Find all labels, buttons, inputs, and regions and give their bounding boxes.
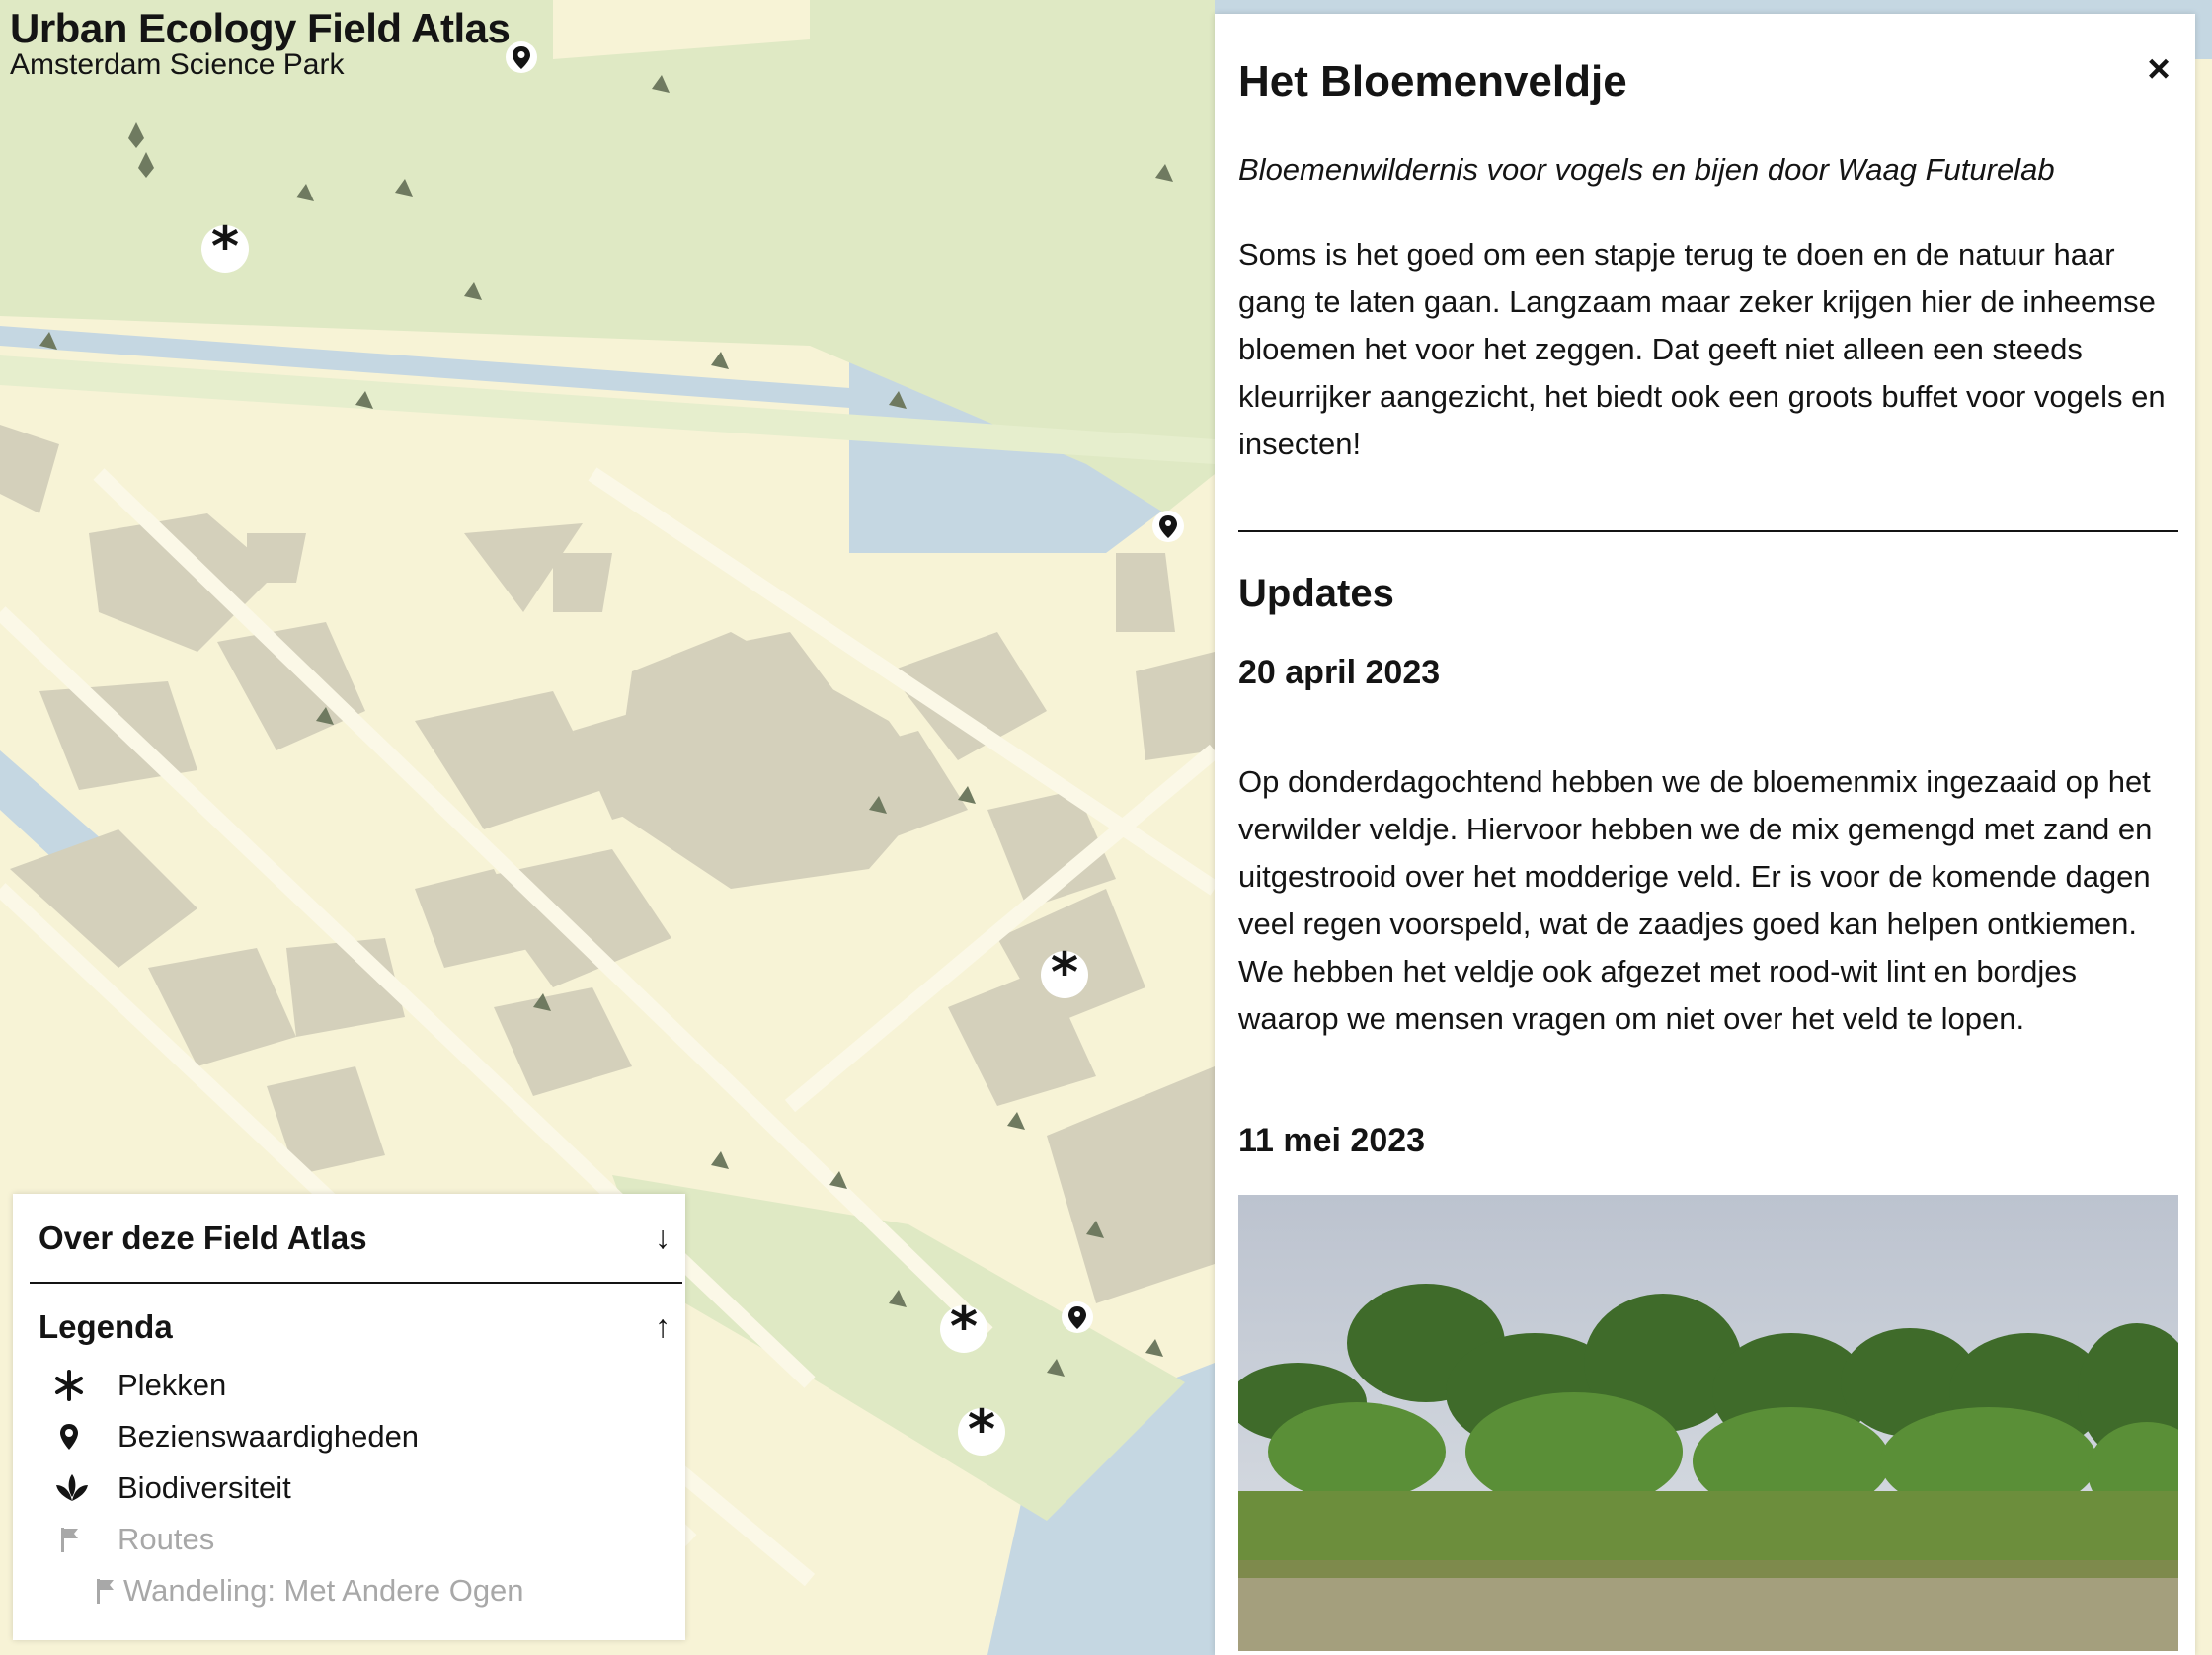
panel-tagline: Bloemenwildernis voor vogels en bijen door Waag Futurelab	[1238, 152, 2055, 187]
legend-item-plekken[interactable]	[52, 1360, 524, 1411]
info-panel	[1215, 14, 2195, 1655]
legend-item-routes[interactable]	[52, 1514, 524, 1565]
app-title: Urban Ecology Field Atlas	[10, 5, 511, 51]
legend-item-wandeling[interactable]	[52, 1565, 524, 1616]
arrow-up-icon: ↑	[655, 1308, 671, 1344]
legend-divider	[30, 1282, 682, 1284]
updates-heading: Updates	[1238, 572, 1394, 615]
arrow-down-icon: ↓	[655, 1220, 671, 1255]
legend-item-label: Biodiversiteit	[118, 1470, 291, 1505]
plant-icon	[52, 1471, 118, 1505]
legend-item-bezienswaardigheden[interactable]	[52, 1411, 524, 1462]
legend-list	[52, 1360, 524, 1616]
update-date: 11 mei 2023	[1238, 1122, 1426, 1159]
update-text: Op donderdagochtend hebben we de bloemenmix ingezaaid op het verwilder veldje. Hiervoor hebben we de mix gemengd met zand en uitgestrooid over het modderige veld. Er is voor de komende dagen veel regen voorspeld, wat de zaadjes goed kan helpen ontkiemen. We hebben het veldje ook afgezet met rood-wit lint en bordjes waarop we mensen vragen om niet over het veld te lopen.	[1238, 764, 2153, 1036]
legend-box	[13, 1194, 685, 1640]
panel-intro-text: Soms is het goed om een stapje terug te doen en de natuur haar gang te laten gaan. Langzaam maar zeker krijgen hier de inheemse bloemen het voor het zeggen. Dat geeft niet alleen een steeds kleurrijker aangezicht, het biedt ook een groots buffet voor vogels en insecten!	[1238, 237, 2166, 461]
svg-text:*: *	[949, 1296, 979, 1358]
map-pin-marker	[1062, 1301, 1093, 1333]
legend-toggle[interactable]	[39, 1308, 671, 1346]
flag-icon	[52, 1523, 118, 1556]
about-toggle[interactable]	[39, 1220, 671, 1257]
app-subtitle: Amsterdam Science Park	[10, 48, 345, 81]
legend-item-label: Wandeling: Met Andere Ogen	[123, 1573, 524, 1608]
svg-text:*: *	[967, 1398, 996, 1460]
map-title-block	[10, 4, 510, 83]
legend-item-label: Bezienswaardigheden	[118, 1419, 420, 1454]
section-divider	[1238, 530, 2178, 532]
close-button[interactable]: ×	[2147, 47, 2171, 91]
asterisk-icon	[52, 1369, 118, 1402]
legend-item-label: Plekken	[118, 1368, 227, 1402]
svg-text:*: *	[210, 215, 240, 277]
panel-title: Het Bloemenveldje	[1238, 57, 1627, 106]
map-pin-marker	[1152, 511, 1184, 542]
update-date: 20 april 2023	[1238, 654, 1441, 691]
map-pin-icon	[52, 1420, 118, 1454]
flag-icon	[88, 1574, 123, 1608]
map-pin-marker	[506, 41, 537, 73]
about-label: Over deze Field Atlas	[39, 1220, 367, 1256]
svg-text:*: *	[1050, 941, 1079, 1003]
legend-item-label: Routes	[118, 1522, 215, 1556]
legend-item-biodiversiteit[interactable]	[52, 1462, 524, 1514]
update-photo	[1238, 1195, 2178, 1651]
legend-label: Legenda	[39, 1308, 173, 1345]
